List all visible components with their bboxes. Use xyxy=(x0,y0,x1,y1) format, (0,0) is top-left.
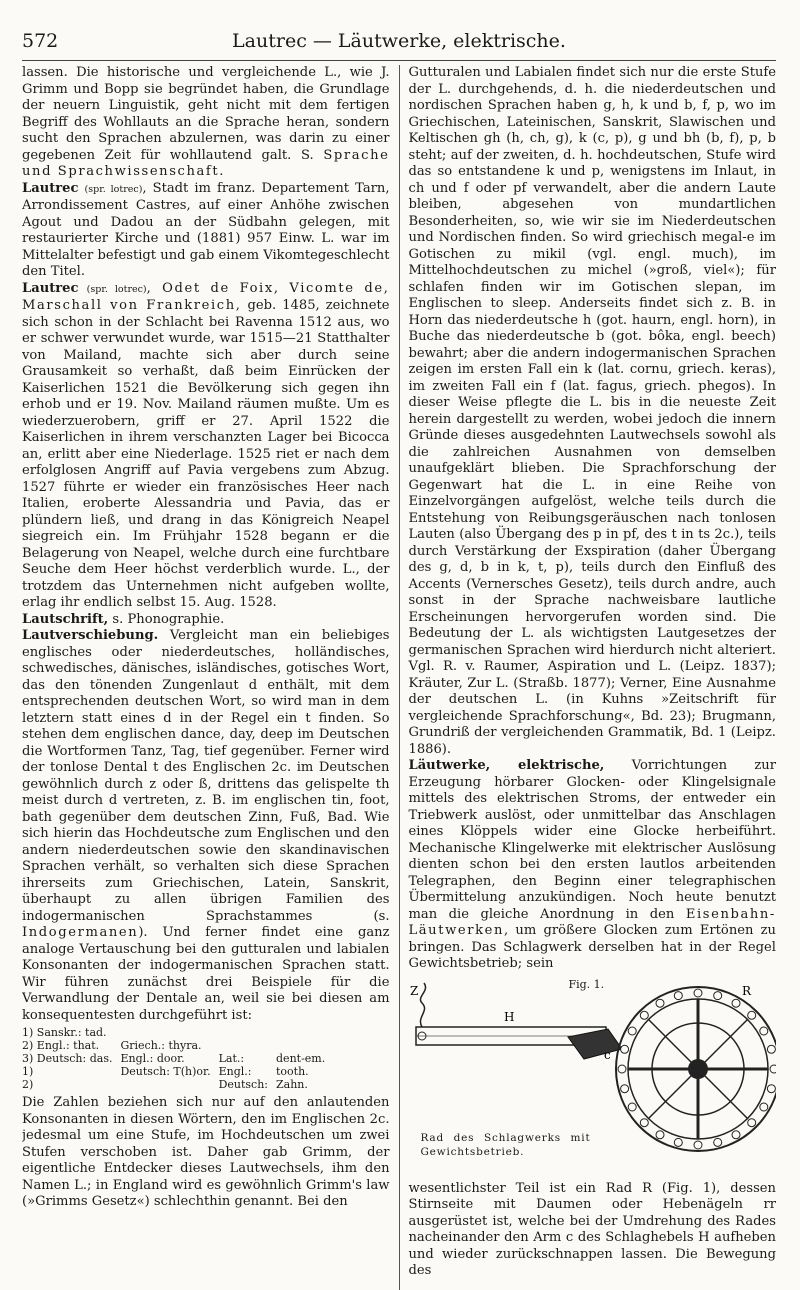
example-cell xyxy=(120,1078,218,1091)
headword: Lautschrift, xyxy=(22,611,109,627)
headword: Lautrec xyxy=(22,280,79,296)
wheel-peg xyxy=(694,989,702,997)
example-cell xyxy=(120,1026,218,1039)
cross-reference[interactable]: Sprache und Sprachwissenschaft. xyxy=(22,147,390,179)
cross-reference[interactable]: s. Phonographie. xyxy=(108,611,225,627)
example-row xyxy=(22,1052,333,1065)
wheel-peg xyxy=(768,1084,776,1092)
wheel-peg xyxy=(760,1103,768,1111)
cross-reference[interactable]: Indogermanen xyxy=(22,925,139,940)
page-header xyxy=(22,30,776,61)
entry-lautrec-marshal: Lautrec (spr. lotrec), Odet de Foix, Vicomte de, Marschall von Frankreich, geb. 1485, zeichnete sich schon in der Schlacht bei Ravenna 1512 aus, wo er schwer verwundet wurde, war 1515—21 Statthalter von Mailand, machte sich aber durch seine Grausamkeit so verhaßt, daß beim Einrücken der Kaiserlichen 1521 die Bevölkerung sich gegen ihn erhob und er 19. Nov. Mailand räumen mußte. Um es wiederzuerobern, griff er 27. April 1522 die Kaiserlichen in ihrem verschanzten Lager bei Bicocca an, erlitt aber eine Niederlage. 1525 riet er nach dem erfolglosen Angriff auf Pavia vergebens zum Abzug. 1527 führte er wieder ein französisches Heer nach Italien, eroberte Alessandria und Pavia, das er plündern ließ, und drang in das Königreich Neapel siegreich ein. Im Frühjahr 1528 begann er die Belagerung von Neapel, welche durch eine furchtbare Seuche dem Heer höchst verderblich wurde. L., der trotzdem das Unternehmen nicht aufgeben wollte, erlag ihr endlich selbst 15. Aug. 1528. xyxy=(22,280,390,610)
wheel-peg xyxy=(641,1118,649,1126)
wheel-peg xyxy=(656,1130,664,1138)
wheel-peg xyxy=(694,1141,702,1149)
example-row xyxy=(22,1026,333,1039)
example-cell xyxy=(219,1039,276,1052)
label-c: c xyxy=(604,1047,612,1062)
paragraph-lautverschiebung-cont: Gutturalen und Labialen findet sich nur die erste Stufe der L. durchgehends, d. h. die niederdeutschen und nordischen Sprachen haben g, h, k und b, f, p, wo im Griechischen, Lateinischen, Sanskrit, Slawischen und Keltischen gh (h, ch, g), k (c, p), g und bh (b, f), p, b steht; auf der zweiten, d. h. hochdeutschen, Stufe wird das so entstandene k und p, wenigstens im Inlaut, in ch und f oder pf verwandelt, aber die andern Laute bleiben, abgesehen von mundartlichen Besonderheiten, so, wie wir sie im Niederdeutschen und Nordischen finden. So wird griechisch megal-e im Gotischen zu mikil (vgl. engl. much), im Mittelhochdeutschen zu michel (»groß, viel«); für schlafen finden wir im Gotischen slepan, im Englischen to sleep. Anderseits findet sich z. B. in Horn das niederdeutsche h (got. haurn, engl. horn), in Buche das niederdeutsche b (got. bôka, engl. beech) bewahrt; aber die andern indogermanischen Sprachen zeigen im ersten Fall ein k (lat. cornu, griech. keras), im zweiten Fall ein f (lat. fagus, griech. phegos). In dieser Weise pflegte die L. bis in die neueste Zeit herein dargestellt zu werden, wobei jedoch die innern Gründe dieses ausgedehnten Lautwechsels sowohl als die zahlreichen Ausnahmen von demselben unaufgeklärt blieben. Die Sprachforschung der Gegenwart hat die L. in eine Reihe von Einzelvorgängen aufgelöst, welche teils durch die Entstehung von Reibungsgeräuschen nach tonlosen Lauten (also Übergang des p in pf, des t in ts 2c.), teils durch Verstärkung der Exspiration (daher Übergang des g, d, b in k, t, p), teils durch den Einfluß des Accents (Vernersches Gesetz), teils durch andre, auch sonst in der Sprache nachweisbare lautliche Erscheinungen hervorgerufen worden sind. Die Bedeutung der L. als wichtigsten Lautgesetzes der germanischen Sprachen wird hierdurch nicht alteriert. Vgl. R. v. Raumer, Aspiration und L. (Leipz. 1837); Kräuter, Zur L. (Straßb. 1877); Verner, Eine Ausnahme der deutschen L. (in Kuhns »Zeitschrift für vergleichende Sprachforschung«, Bd. 23); Brugmann, Grundriß der vergleichenden Grammatik, Bd. 1 (Leipz. 1886). xyxy=(408,65,776,757)
example-cell xyxy=(276,1039,333,1052)
wheel-peg xyxy=(760,1027,768,1035)
example-cell: Griech.: thyra. xyxy=(120,1039,202,1052)
figure-title: Fig. 1. xyxy=(568,977,605,991)
wheel-peg xyxy=(629,1027,637,1035)
example-cell: Deutsch: xyxy=(218,1078,269,1091)
figure-1 xyxy=(408,977,776,1175)
running-title: Lautrec — Läutwerke, elektrische. xyxy=(232,30,566,52)
entry-lautrec-town: Lautrec (spr. lotrec), Stadt im franz. Departement Tarn, Arrondissement Castres, auf einer Anhöhe zwischen Agout und Dadou an der Südbahn gelegen, mit restaurierter Kirche und (1881) 957 Einw. L. war im Mittelalter befestigt und gab einem Vikomtegeschlecht den Titel. xyxy=(22,180,390,279)
example-cell: 2) Engl.: that. xyxy=(22,1039,100,1052)
label-h: H xyxy=(504,1009,515,1024)
example-cell xyxy=(276,1026,333,1039)
example-cell: Engl.: door. xyxy=(120,1052,185,1065)
headword: Läutwerke, elektrische, xyxy=(408,758,605,773)
two-column-body xyxy=(22,65,776,1290)
entry-lautverschiebung: Lautverschiebung. Vergleicht man ein beliebiges englisches oder niederdeutsches, holländisches, schwedisches, dänisches, isländisches, gotisches Wort, das den tönenden Zungenlaut d enthält, mit dem entsprechenden deutschen Wort, so wird man in dem letztern statt eines d in der Regel ein t finden. So stehen dem englischen dance, day, deep im Deutschen die Wortformen Tanz, Tag, tief gegenüber. Ferner wird der tonlose Dental t des Englischen 2c. im Deutschen gewöhnlich durch z oder ß, drittens das gelispelte th meist durch d vertreten, z. B. im englischen tin, foot, bath gegenüber dem deutschen Zinn, Fuß, Bad. Wie sich hierin das Hochdeutsche zum Englischen und den andern niederdeutschen sowie den skandinavischen Sprachen verhält, so verhalten sich diese Sprachen ihrerseits zum Griechischen, Latein, Sanskrit, überhaupt zu allen übrigen Familien des indogermanischen Sprachstammes (s. Indogermanen). Und ferner findet eine ganz analoge Vertauschung bei den gutturalen und labialen Konsonanten der indogermanischen Sprachen statt. Wir führen zunächst drei Beispiele für die Verwandlung der Dentale an, weil sie bei diesen am konsequentesten durchgeführt ist: xyxy=(22,628,390,1023)
example-cell: 2) xyxy=(22,1078,34,1091)
wheel-peg xyxy=(732,999,740,1007)
headword: Lautverschiebung. xyxy=(22,628,159,643)
example-cell: Lat.: xyxy=(218,1052,245,1065)
wheel-peg xyxy=(714,1138,722,1146)
example-cell: 1) Sanskr.: tad. xyxy=(22,1026,107,1039)
figure-caption: Rad des Schlagwerks mit Gewichtsbetrieb. xyxy=(420,1131,591,1158)
wheel-peg xyxy=(675,991,683,999)
label-r: R xyxy=(742,983,752,998)
wheel-peg xyxy=(732,1130,740,1138)
example-cell: Engl.: xyxy=(218,1065,252,1078)
pronunciation: (spr. lotrec) xyxy=(86,283,147,295)
paragraph-lautlehre-end: lassen. Die historische und vergleichende L., wie J. Grimm und Bopp sie begründet haben, die Grundlage der neuern Linguistik, geht nicht mit dem fertigen Begriff des Wohllauts an die Sprache heran, sondern sucht den Sprachen abzulernen, was darin zu einer gegebenen Zeit für wohllautend galt. S. Sprache und Sprachwissenschaft. xyxy=(22,65,390,179)
wheel-peg xyxy=(768,1045,776,1053)
wheel-peg xyxy=(770,1065,776,1073)
example-cell: 1) xyxy=(22,1065,34,1078)
cross-reference[interactable]: Eisenbahn-Läutwerken xyxy=(408,906,776,938)
example-row xyxy=(22,1065,333,1078)
column-divider xyxy=(399,65,400,1290)
wheel-peg xyxy=(641,1011,649,1019)
example-cell: 3) Deutsch: das. xyxy=(22,1052,113,1065)
wheel-peg xyxy=(629,1103,637,1111)
wheel-peg xyxy=(621,1084,629,1092)
example-cell: dent-em. xyxy=(276,1052,326,1065)
wheel-peg xyxy=(675,1138,683,1146)
paragraph-continuation: Die Zahlen beziehen sich nur auf den anlautenden Konsonanten in diesen Wörtern, den im Englischen 2c. jedesmal um eine Stufe, im Hochdeutschen um zwei Stufen verschoben ist. Daher gab Grimm, der eigentliche Entdecker dieses Lautwechsels, ihm den Namen L.; in England wird es gewöhnlich Grimm's law (»Grimms Gesetz«) schlechthin genannt. Bei den xyxy=(22,1095,390,1209)
entry-laeutwerke: Läutwerke, elektrische, Vorrichtungen zur Erzeugung hörbarer Glocken- oder Klingelsignale mittels des elektrischen Stroms, der entweder ein Triebwerk auslöst, oder unmittelbar das Anschlagen eines Klöppels wider eine Glocke herbeiführt. Mechanische Klingelwerke mit elektrischer Auslösung dienten schon bei den ersten lautlos arbeitenden Telegraphen, den Beginn einer telegraphischen Übermittelung anzukündigen. Noch heute benutzt man die gleiche Anordnung in den Eisenbahn-Läutwerken, um größere Glocken zum Ertönen zu bringen. Das Schlagwerk derselben hat in der Regel Gewichtsbetrieb; sein xyxy=(408,758,776,971)
headword: Lautrec xyxy=(22,180,79,196)
example-cell: Zahn. xyxy=(276,1078,308,1091)
example-row xyxy=(22,1078,333,1091)
spring xyxy=(421,983,426,1027)
left-column xyxy=(22,65,390,1290)
example-row xyxy=(22,1039,333,1052)
wheel-peg xyxy=(748,1118,756,1126)
pronunciation: (spr. lotrec) xyxy=(84,183,143,195)
example-cell: tooth. xyxy=(276,1065,309,1078)
paragraph-laeutwerke-cont: wesentlichster Teil ist ein Rad R (Fig. 1), dessen Stirnseite mit Daumen oder Hebenägeln rr ausgerüstet ist, welche bei der Umdrehung des Rades nacheinander den Arm c des Schlaghebels H aufheben und wieder zurückschnappen lassen. Die Bewegung des xyxy=(408,1180,776,1278)
examples-table xyxy=(22,1026,333,1091)
entry-lautschrift xyxy=(22,612,390,629)
wheel-peg xyxy=(714,991,722,999)
right-column xyxy=(408,65,776,1290)
example-cell: Deutsch: T(h)or. xyxy=(120,1065,211,1078)
wheel-peg xyxy=(618,1065,626,1073)
person-name: , Odet de Foix, Vicomte de, Marschall von Frankreich, xyxy=(22,280,390,313)
page-number: 572 xyxy=(22,30,59,52)
label-z: Z xyxy=(410,983,419,998)
wheel-peg xyxy=(656,999,664,1007)
wheel-peg xyxy=(621,1045,629,1053)
example-cell xyxy=(219,1026,276,1039)
wheel-peg xyxy=(748,1011,756,1019)
arm-c xyxy=(568,1029,622,1059)
